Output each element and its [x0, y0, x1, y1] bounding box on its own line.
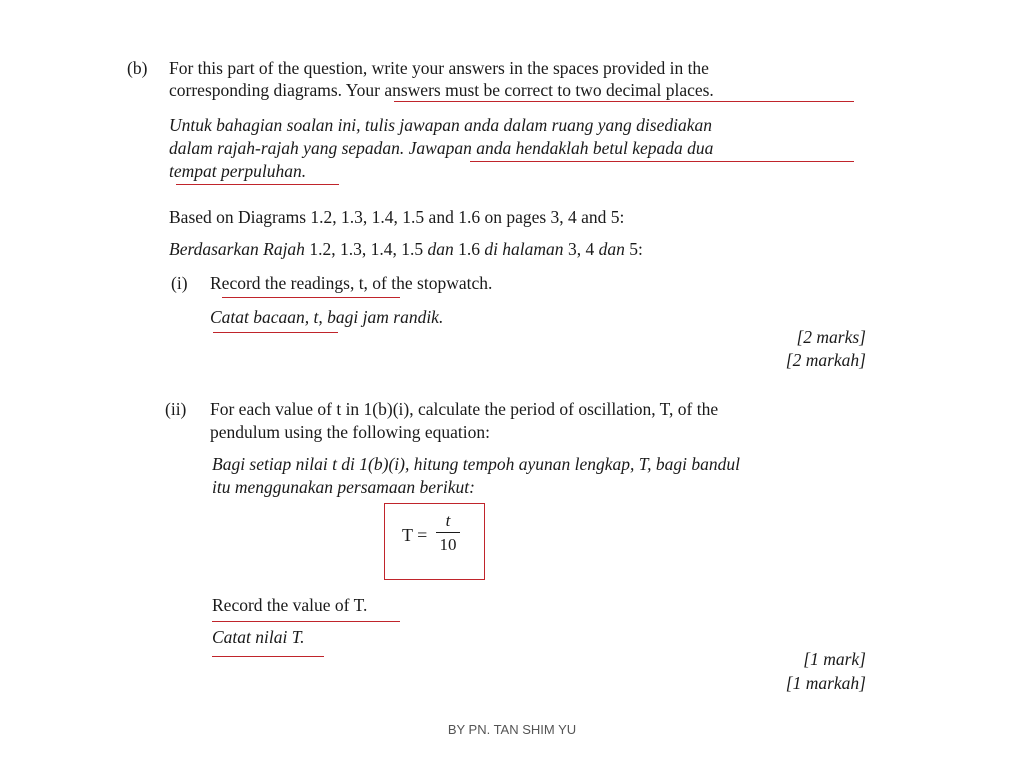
based-on-ms-h: 5: — [624, 239, 643, 259]
formula-lhs: T = — [402, 525, 428, 545]
based-on-ms-d: 1.6 — [453, 239, 485, 259]
part-label: (b) — [127, 58, 148, 78]
question-ii-marks-en: [1 mark] — [803, 649, 866, 669]
question-i-en: Record the readings, t, of the stopwatch. — [210, 273, 493, 293]
instruction-en-line-1: For this part of the question, write your answers in the spaces provided in the — [169, 58, 709, 78]
question-ii-ms-line-2: itu menggunakan persamaan berikut: — [212, 477, 475, 497]
underline-record-t-ms — [212, 656, 324, 657]
question-ii-label: (ii) — [165, 399, 187, 419]
question-i-marks-ms: [2 markah] — [785, 350, 866, 370]
question-i-marks-en: [2 marks] — [796, 327, 866, 347]
record-t-ms: Catat nilai T. — [212, 627, 305, 647]
fraction-bar — [436, 532, 460, 533]
question-i-label: (i) — [171, 273, 188, 293]
based-on-ms-g: dan — [598, 239, 625, 259]
underline-question-i-en — [222, 297, 400, 298]
question-ii-ms-line-1: Bagi setiap nilai t di 1(b)(i), hitung tempoh ayunan lengkap, T, bagi bandul — [212, 454, 741, 474]
question-ii-en-line-1: For each value of t in 1(b)(i), calculate the period of oscillation, T, of the — [210, 399, 719, 419]
based-on-ms-a: Berdasarkan Rajah — [169, 239, 305, 259]
instruction-en-line-2 — [169, 79, 714, 101]
instruction-ms-line-3: tempat perpuluhan. — [169, 161, 307, 181]
question-ii-en-line-2: pendulum using the following equation: — [210, 422, 490, 442]
record-t-en: Record the value of T. — [212, 595, 368, 615]
underline-emphasis-ms-2 — [176, 184, 339, 185]
formula-fraction — [436, 512, 460, 555]
based-on-en: Based on Diagrams 1.2, 1.3, 1.4, 1.5 and 1.6 on pages 3, 4 and 5: — [169, 207, 625, 227]
underline-emphasis-ms-1 — [470, 161, 854, 162]
instruction-en-line-2-text: corresponding diagrams. — [169, 80, 346, 100]
footer-author: BY PN. TAN SHIM YU — [447, 722, 577, 737]
instruction-en-emphasis: Your answers must be correct to two decimal places. — [345, 80, 714, 100]
question-i-ms: Catat bacaan, t, bagi jam randik. — [210, 307, 444, 327]
instruction-ms-line-1: Untuk bahagian soalan ini, tulis jawapan anda dalam ruang yang disediakan — [169, 115, 712, 135]
underline-question-i-ms — [213, 332, 338, 333]
formula-denominator: 10 — [439, 535, 457, 554]
based-on-ms-f: 3, 4 — [563, 239, 599, 259]
based-on-ms-b: 1.2, 1.3, 1.4, 1.5 — [304, 239, 428, 259]
underline-record-t-en — [212, 621, 400, 622]
based-on-ms-c: dan — [427, 239, 454, 259]
underline-emphasis-en — [394, 101, 854, 102]
based-on-ms-e: di halaman — [484, 239, 564, 259]
instruction-ms-line-2: dalam rajah-rajah yang sepadan. Jawapan anda hendaklah betul kepada dua — [169, 138, 714, 158]
question-ii-marks-ms: [1 markah] — [785, 673, 866, 693]
based-on-ms — [169, 238, 643, 260]
formula-box — [384, 503, 485, 580]
formula-numerator: t — [445, 511, 451, 530]
